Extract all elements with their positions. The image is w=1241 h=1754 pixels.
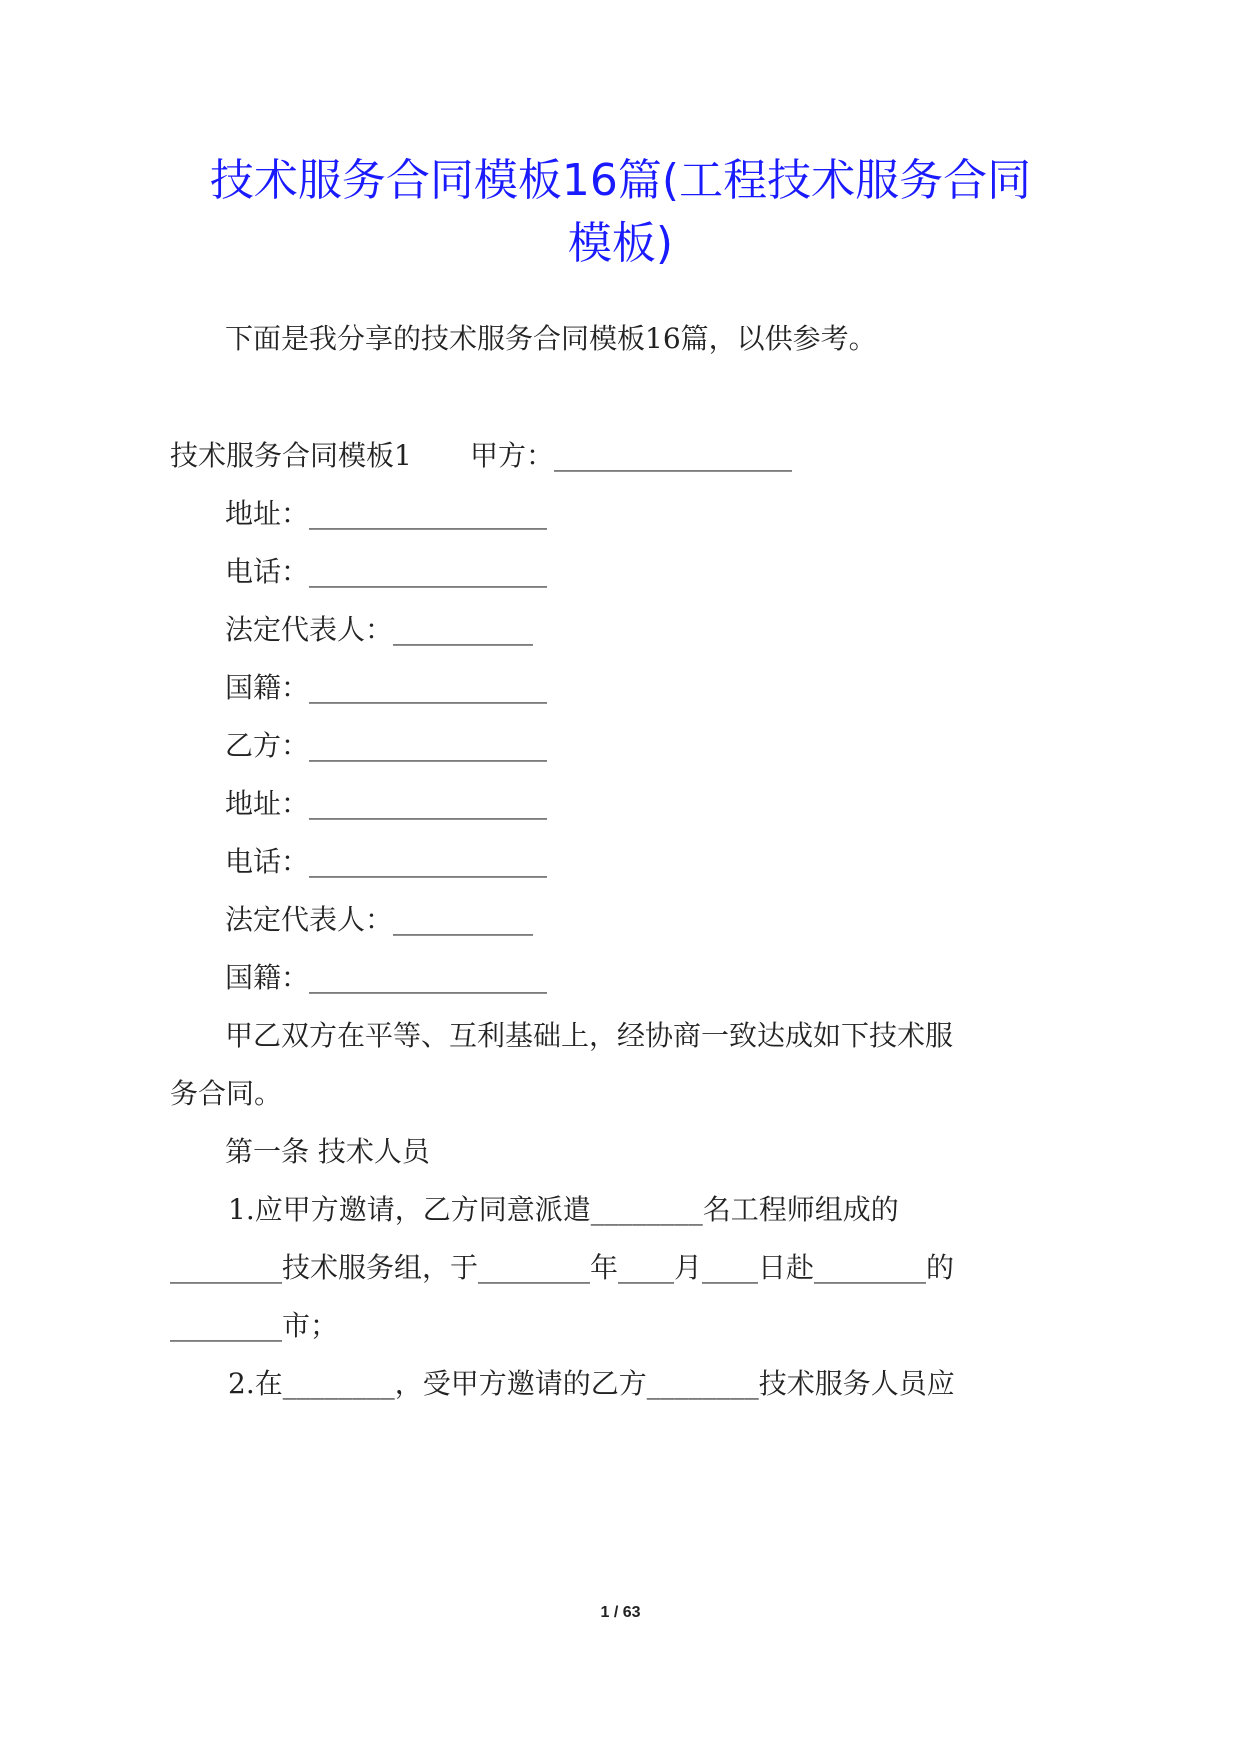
- party-a-address-field: 地址：_________________: [225, 497, 548, 530]
- article-heading: 第一条 技术人员: [225, 1135, 430, 1168]
- clause-1-line-2: ________技术服务组，于________年____月____日赴________的: [170, 1251, 955, 1284]
- party-a-name-field: 甲方：_________________: [470, 439, 793, 472]
- party-b-address-field: 地址：_________________: [225, 787, 548, 820]
- party-b-name-field: 乙方：_________________: [225, 729, 548, 762]
- intro-paragraph: 下面是我分享的技术服务合同模板16篇，以供参考。: [225, 322, 877, 355]
- agreement-paragraph-line-1: 甲乙双方在平等、互利基础上，经协商一致达成如下技术服: [225, 1019, 954, 1052]
- clause-1-line-1: 1.应甲方邀请，乙方同意派遣________名工程师组成的: [228, 1193, 899, 1226]
- clause-1-line-3: ________市；: [170, 1309, 339, 1342]
- party-a-nationality-field: 国籍：_________________: [225, 671, 548, 704]
- party-b-nationality-field: 国籍：_________________: [225, 961, 548, 994]
- party-a-representative-field: 法定代表人：__________: [225, 613, 534, 646]
- party-b-phone-field: 电话：_________________: [225, 845, 548, 878]
- clause-2-line-1: 2.在________，受甲方邀请的乙方________技术服务人员应: [228, 1367, 955, 1400]
- party-b-representative-field: 法定代表人：__________: [225, 903, 534, 936]
- section-heading: 技术服务合同模板1: [170, 439, 412, 472]
- party-a-phone-field: 电话：_________________: [225, 555, 548, 588]
- document-title-line-2: 模板): [567, 218, 674, 269]
- page-number: 1 / 63: [600, 1604, 641, 1621]
- document-title-line-1: 技术服务合同模板16篇(工程技术服务合同: [209, 155, 1032, 206]
- agreement-paragraph-line-2: 务合同。: [170, 1077, 283, 1110]
